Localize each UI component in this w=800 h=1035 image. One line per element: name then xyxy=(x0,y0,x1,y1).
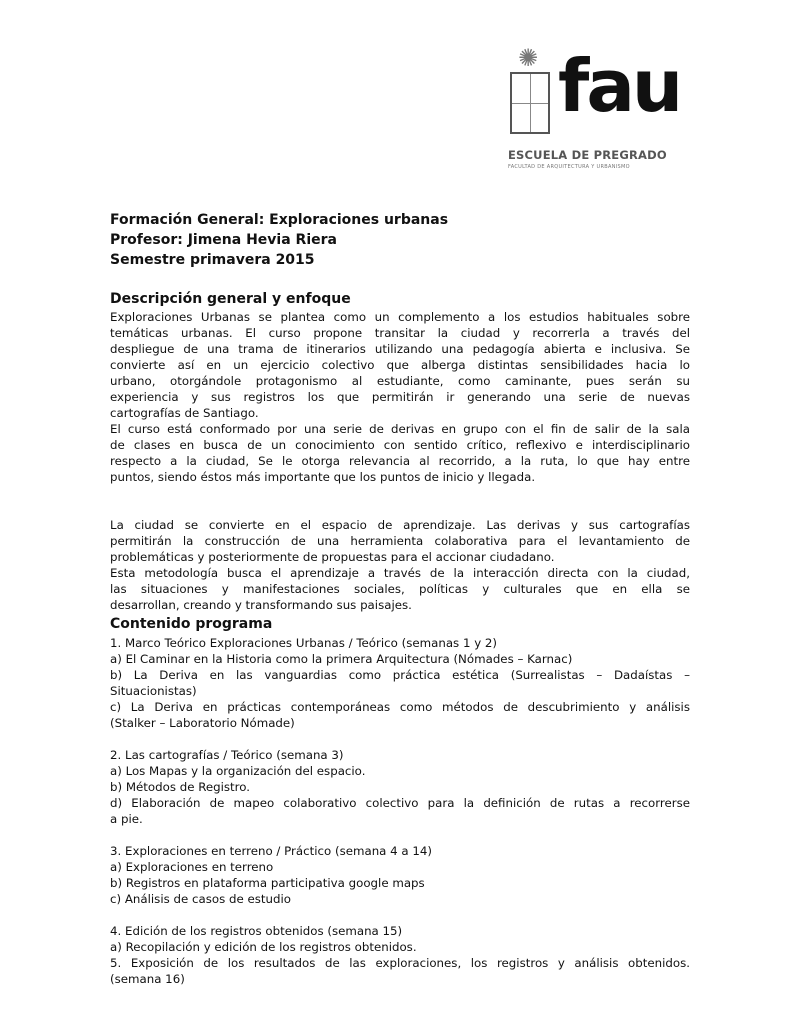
text-line: puntos, siendo éstos más importante que los puntos de inicio y llegada. xyxy=(110,470,536,484)
logo-wordmark: fau xyxy=(558,44,681,128)
text-line: las situaciones y manifestaciones sociales, políticas y culturales que en ella se xyxy=(110,582,690,596)
semester: Semestre primavera 2015 xyxy=(110,252,315,268)
content-heading: Contenido programa xyxy=(110,616,273,632)
text-line: despliegue de una trama de itinerarios utilizando una pedagogía abierta e inclusiva. Se xyxy=(110,342,690,356)
description-heading: Descripción general y enfoque xyxy=(110,291,351,307)
course-title: Formación General: Exploraciones urbanas xyxy=(110,212,449,228)
text-line: a) Exploraciones en terreno xyxy=(110,860,274,874)
blank-line xyxy=(110,827,690,843)
text-line: (semana 16) xyxy=(110,972,185,986)
logo-faculty: FACULTAD DE ARQUITECTURA Y URBANISMO xyxy=(508,164,630,170)
text-line: Situacionistas) xyxy=(110,684,197,698)
text-line: 4. Edición de los registros obtenidos (semana 15) xyxy=(110,924,403,938)
text-line: (Stalker – Laboratorio Nómade) xyxy=(110,716,295,730)
text-line: problemáticas y posteriormente de propuestas para el accionar ciudadano. xyxy=(110,550,555,564)
text-line: 2. Las cartografías / Teórico (semana 3) xyxy=(110,748,344,762)
text-line: Esta metodología busca el aprendizaje a través de la interacción directa con la ciudad, xyxy=(110,566,690,580)
text-line: b) Registros en plataforma participativa google maps xyxy=(110,876,425,890)
professor: Profesor: Jimena Hevia Riera xyxy=(110,232,337,248)
text-line: experiencia y sus registros los que permitirán ir generando una serie de nuevas xyxy=(110,390,690,404)
text-line: urbano, otorgándole protagonismo al estudiante, como caminante, pues serán su xyxy=(110,374,690,388)
fau-logo xyxy=(500,44,685,174)
blank-line xyxy=(110,501,690,517)
text-line: respecto a la ciudad, Se le otorga relevancia al recorrido, a la ruta, lo que hay entre xyxy=(110,454,690,468)
university-crest-icon xyxy=(510,72,550,134)
description-body xyxy=(110,309,690,613)
text-line: El curso está conformado por una serie de derivas en grupo con el fin de salir de la sala xyxy=(110,422,690,436)
text-line: 5. Exposición de los resultados de las exploraciones, los registros y análisis obtenidos. xyxy=(110,956,690,970)
text-line: La ciudad se convierte en el espacio de aprendizaje. Las derivas y sus cartografías xyxy=(110,518,690,532)
crest-sun-icon: ✺ xyxy=(518,44,539,72)
blank-line xyxy=(110,485,690,501)
text-line: b) Métodos de Registro. xyxy=(110,780,251,794)
blank-line xyxy=(110,731,690,747)
text-line: desarrollan, creando y transformando sus paisajes. xyxy=(110,598,412,612)
text-line: cartografías de Santiago. xyxy=(110,406,259,420)
text-line: permitirán la construcción de una herramienta colaborativa para el levantamiento de xyxy=(110,534,690,548)
text-line: Exploraciones Urbanas se plantea como un complemento a los estudios habituales sobre xyxy=(110,310,690,324)
logo-school: ESCUELA DE PREGRADO xyxy=(508,148,667,162)
text-line: a pie. xyxy=(110,812,143,826)
content-body xyxy=(110,635,690,987)
text-line: 3. Exploraciones en terreno / Práctico (semana 4 a 14) xyxy=(110,844,433,858)
text-line: d) Elaboración de mapeo colaborativo colectivo para la definición de rutas a recorrerse xyxy=(110,796,690,810)
text-line: c) Análisis de casos de estudio xyxy=(110,892,291,906)
text-line: convierte así en un ejercicio colectivo que alberga distintas sensibilidades hacia lo xyxy=(110,358,690,372)
text-line: 1. Marco Teórico Exploraciones Urbanas / Teórico (semanas 1 y 2) xyxy=(110,636,498,650)
text-line: de clases en busca de un conocimiento con sentido crítico, reflexivo e interdisciplinario xyxy=(110,438,690,452)
text-line: a) Recopilación y edición de los registros obtenidos. xyxy=(110,940,417,954)
text-line: a) Los Mapas y la organización del espacio. xyxy=(110,764,366,778)
blank-line xyxy=(110,907,690,923)
text-line: a) El Caminar en la Historia como la primera Arquitectura (Nómades – Karnac) xyxy=(110,652,573,666)
text-line: b) La Deriva en las vanguardias como práctica estética (Surrealistas – Dadaístas – xyxy=(110,668,690,682)
text-line: temáticas urbanas. El curso propone transitar la ciudad y recorrerla a través del xyxy=(110,326,690,340)
text-line: c) La Deriva en prácticas contemporáneas como métodos de descubrimiento y análisis xyxy=(110,700,690,714)
